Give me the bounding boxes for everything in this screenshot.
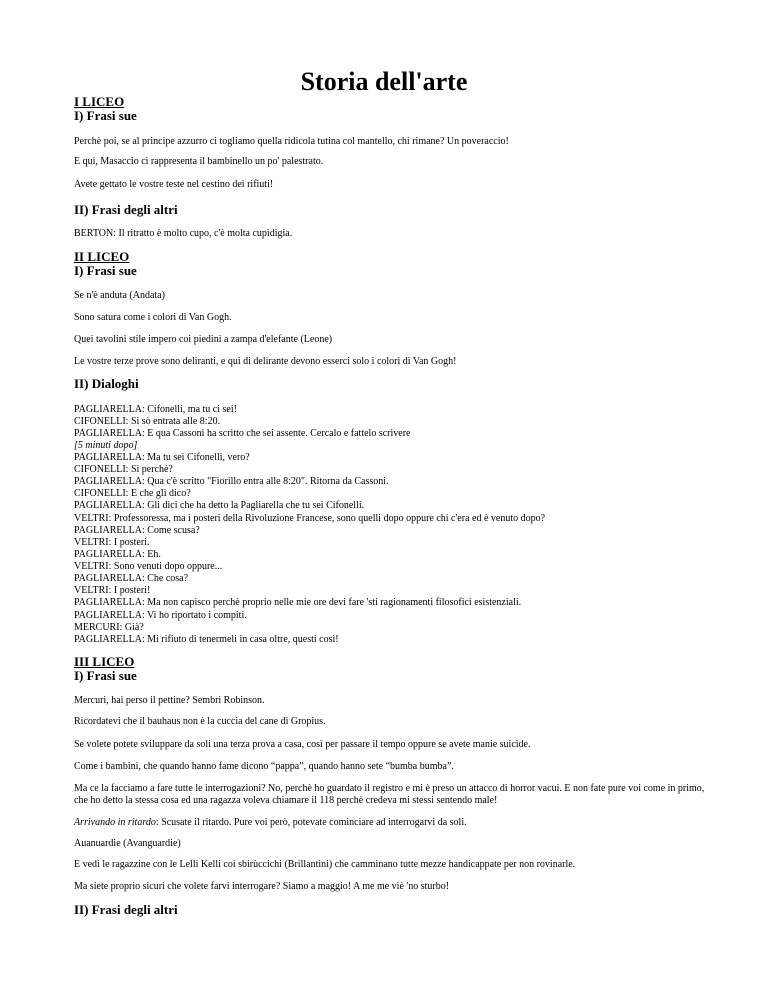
dialogue-block [74, 610, 714, 646]
dialogue-line: MERCURI: Già? [74, 622, 144, 633]
dialogue-line: CIFONELLI: Si perchè? [74, 464, 173, 475]
section-heading-liceo-2: II LICEO [74, 249, 130, 264]
paragraph: Ma siete proprio sicuri che volete farvi interrogare? Siamo a maggio! A me me viè 'no sturbo! [74, 881, 450, 892]
dialogue-line: VELTRI: I posteri. [74, 537, 150, 548]
dialogue-block [74, 404, 714, 512]
dialogue-line: PAGLIARELLA: Eh. [74, 549, 161, 560]
dialogue-line: PAGLIARELLA: Vi ho riportato i compiti. [74, 610, 247, 621]
paragraph: Perchè poi, se al principe azzurro ci togliamo quella ridicola tutina col mantello, chi rimane? Un poveraccio! [74, 136, 509, 147]
section-heading-liceo-1: I LICEO [74, 94, 125, 109]
dialogue-line: PAGLIARELLA: Mi rifiuto di tenermeli in casa oltre, questi così! [74, 634, 339, 645]
dialogue-line: VELTRI: I posteri! [74, 585, 151, 596]
paragraph: Ricordatevi che il bauhaus non è la cuccia del cane di Gropius. [74, 716, 326, 727]
paragraph: Auanuardie (Avanguardie) [74, 838, 181, 849]
dialogue-block [74, 513, 714, 609]
paragraph: BERTON: Il ritratto è molto cupo, c'è molta cupidigia. [74, 228, 293, 239]
dialogue-line: CIFONELLI: E che gli dico? [74, 488, 191, 499]
paragraph: E vedi le ragazzine con le Lelli Kelli coi sbirùccichi (Brillantini) che camminano tutte mezze handicappate per non rovinarle. [74, 859, 576, 870]
paragraph: Se n'è anduta (Andata) [74, 290, 165, 301]
dialogue-line: PAGLIARELLA: Ma non capisco perchè proprio nelle mie ore devi fare 'sti ragionamenti filosofici esistenziali. [74, 597, 522, 608]
paragraph: Ma ce la facciamo a fare tutte le interrogazioni? No, perchè ho guardato il registro e mi è preso un attacco di horror vacui. E non fate pure voi come in primo, che ho detto la stessa cosa ed una ragazza voleva chiamare il 118 perchè credeva mi stessi sentendo male! [74, 783, 705, 806]
paragraph: E qui, Masaccio ci rappresenta il bambinello un po' palestrato. [74, 156, 324, 167]
dialogue-line: PAGLIARELLA: Gli dici che ha detto la Pagliarella che tu sei Cifonelli. [74, 500, 365, 511]
dialogue-line: PAGLIARELLA: Ma tu sei Cifonelli, vero? [74, 452, 250, 463]
dialogue-line: PAGLIARELLA: E qua Cassoni ha scritto che sei assente. Cercalo e fattelo scrivere [74, 428, 411, 439]
subheading-frasi-sue: I) Frasi sue [74, 668, 137, 683]
subheading-frasi-altri: II) Frasi degli altri [74, 202, 178, 217]
dialogue-line: VELTRI: Sono venuti dopo oppure... [74, 561, 223, 572]
paragraph: Avete gettato le vostre teste nel cestino dei rifiuti! [74, 179, 274, 190]
paragraph: Se volete potete sviluppare da soli una terza prova a casa, così per passare il tempo oppure se avete manie suicide. [74, 739, 531, 750]
paragraph: Quei tavolini stile impero coi piedini a zampa d'elefante (Leone) [74, 334, 333, 345]
stage-direction: [5 minuti dopo] [74, 440, 138, 451]
subheading-frasi-altri: II) Frasi degli altri [74, 902, 178, 917]
dialogue-line: PAGLIARELLA: Cifonelli, ma tu ci sei! [74, 404, 237, 415]
section-heading-liceo-3: III LICEO [74, 654, 135, 669]
paragraph: Sono satura come i colori di Van Gogh. [74, 312, 232, 323]
paragraph-text: : Scusate il ritardo. Pure voi però, potevate cominciare ad interrogarvi da soli. [155, 817, 467, 828]
paragraph [74, 817, 714, 829]
subheading-dialoghi: II) Dialoghi [74, 376, 139, 391]
paragraph: Mercuri, hai perso il pettine? Sembri Robinson. [74, 695, 265, 706]
dialogue-line: PAGLIARELLA: Come scusa? [74, 525, 200, 536]
page-title: Storia dell'arte [300, 67, 468, 96]
dialogue-line: PAGLIARELLA: Qua c'è scritto "Fiorillo entra alle 8:20". Ritorna da Cassoni. [74, 476, 389, 487]
paragraph: Come i bambini, che quando hanno fame dicono “pappa”, quando hanno sete “bumba bumba”. [74, 761, 454, 772]
dialogue-line: CIFONELLI: Si sò entrata alle 8:20. [74, 416, 221, 427]
subheading-frasi-sue: I) Frasi sue [74, 263, 137, 278]
emphasis-text: Arrivando in ritardo [74, 817, 156, 828]
dialogue-line: PAGLIARELLA: Che cosa? [74, 573, 189, 584]
dialogue-line: VELTRI: Professoressa, ma i posteri della Rivoluzione Francese, sono quelli dopo oppure chi c'era ed è venuto dopo? [74, 513, 546, 524]
paragraph: Le vostre terze prove sono deliranti, e qui di delirante devono esserci solo i colori di Van Gogh! [74, 356, 457, 367]
subheading-frasi-sue: I) Frasi sue [74, 108, 137, 123]
